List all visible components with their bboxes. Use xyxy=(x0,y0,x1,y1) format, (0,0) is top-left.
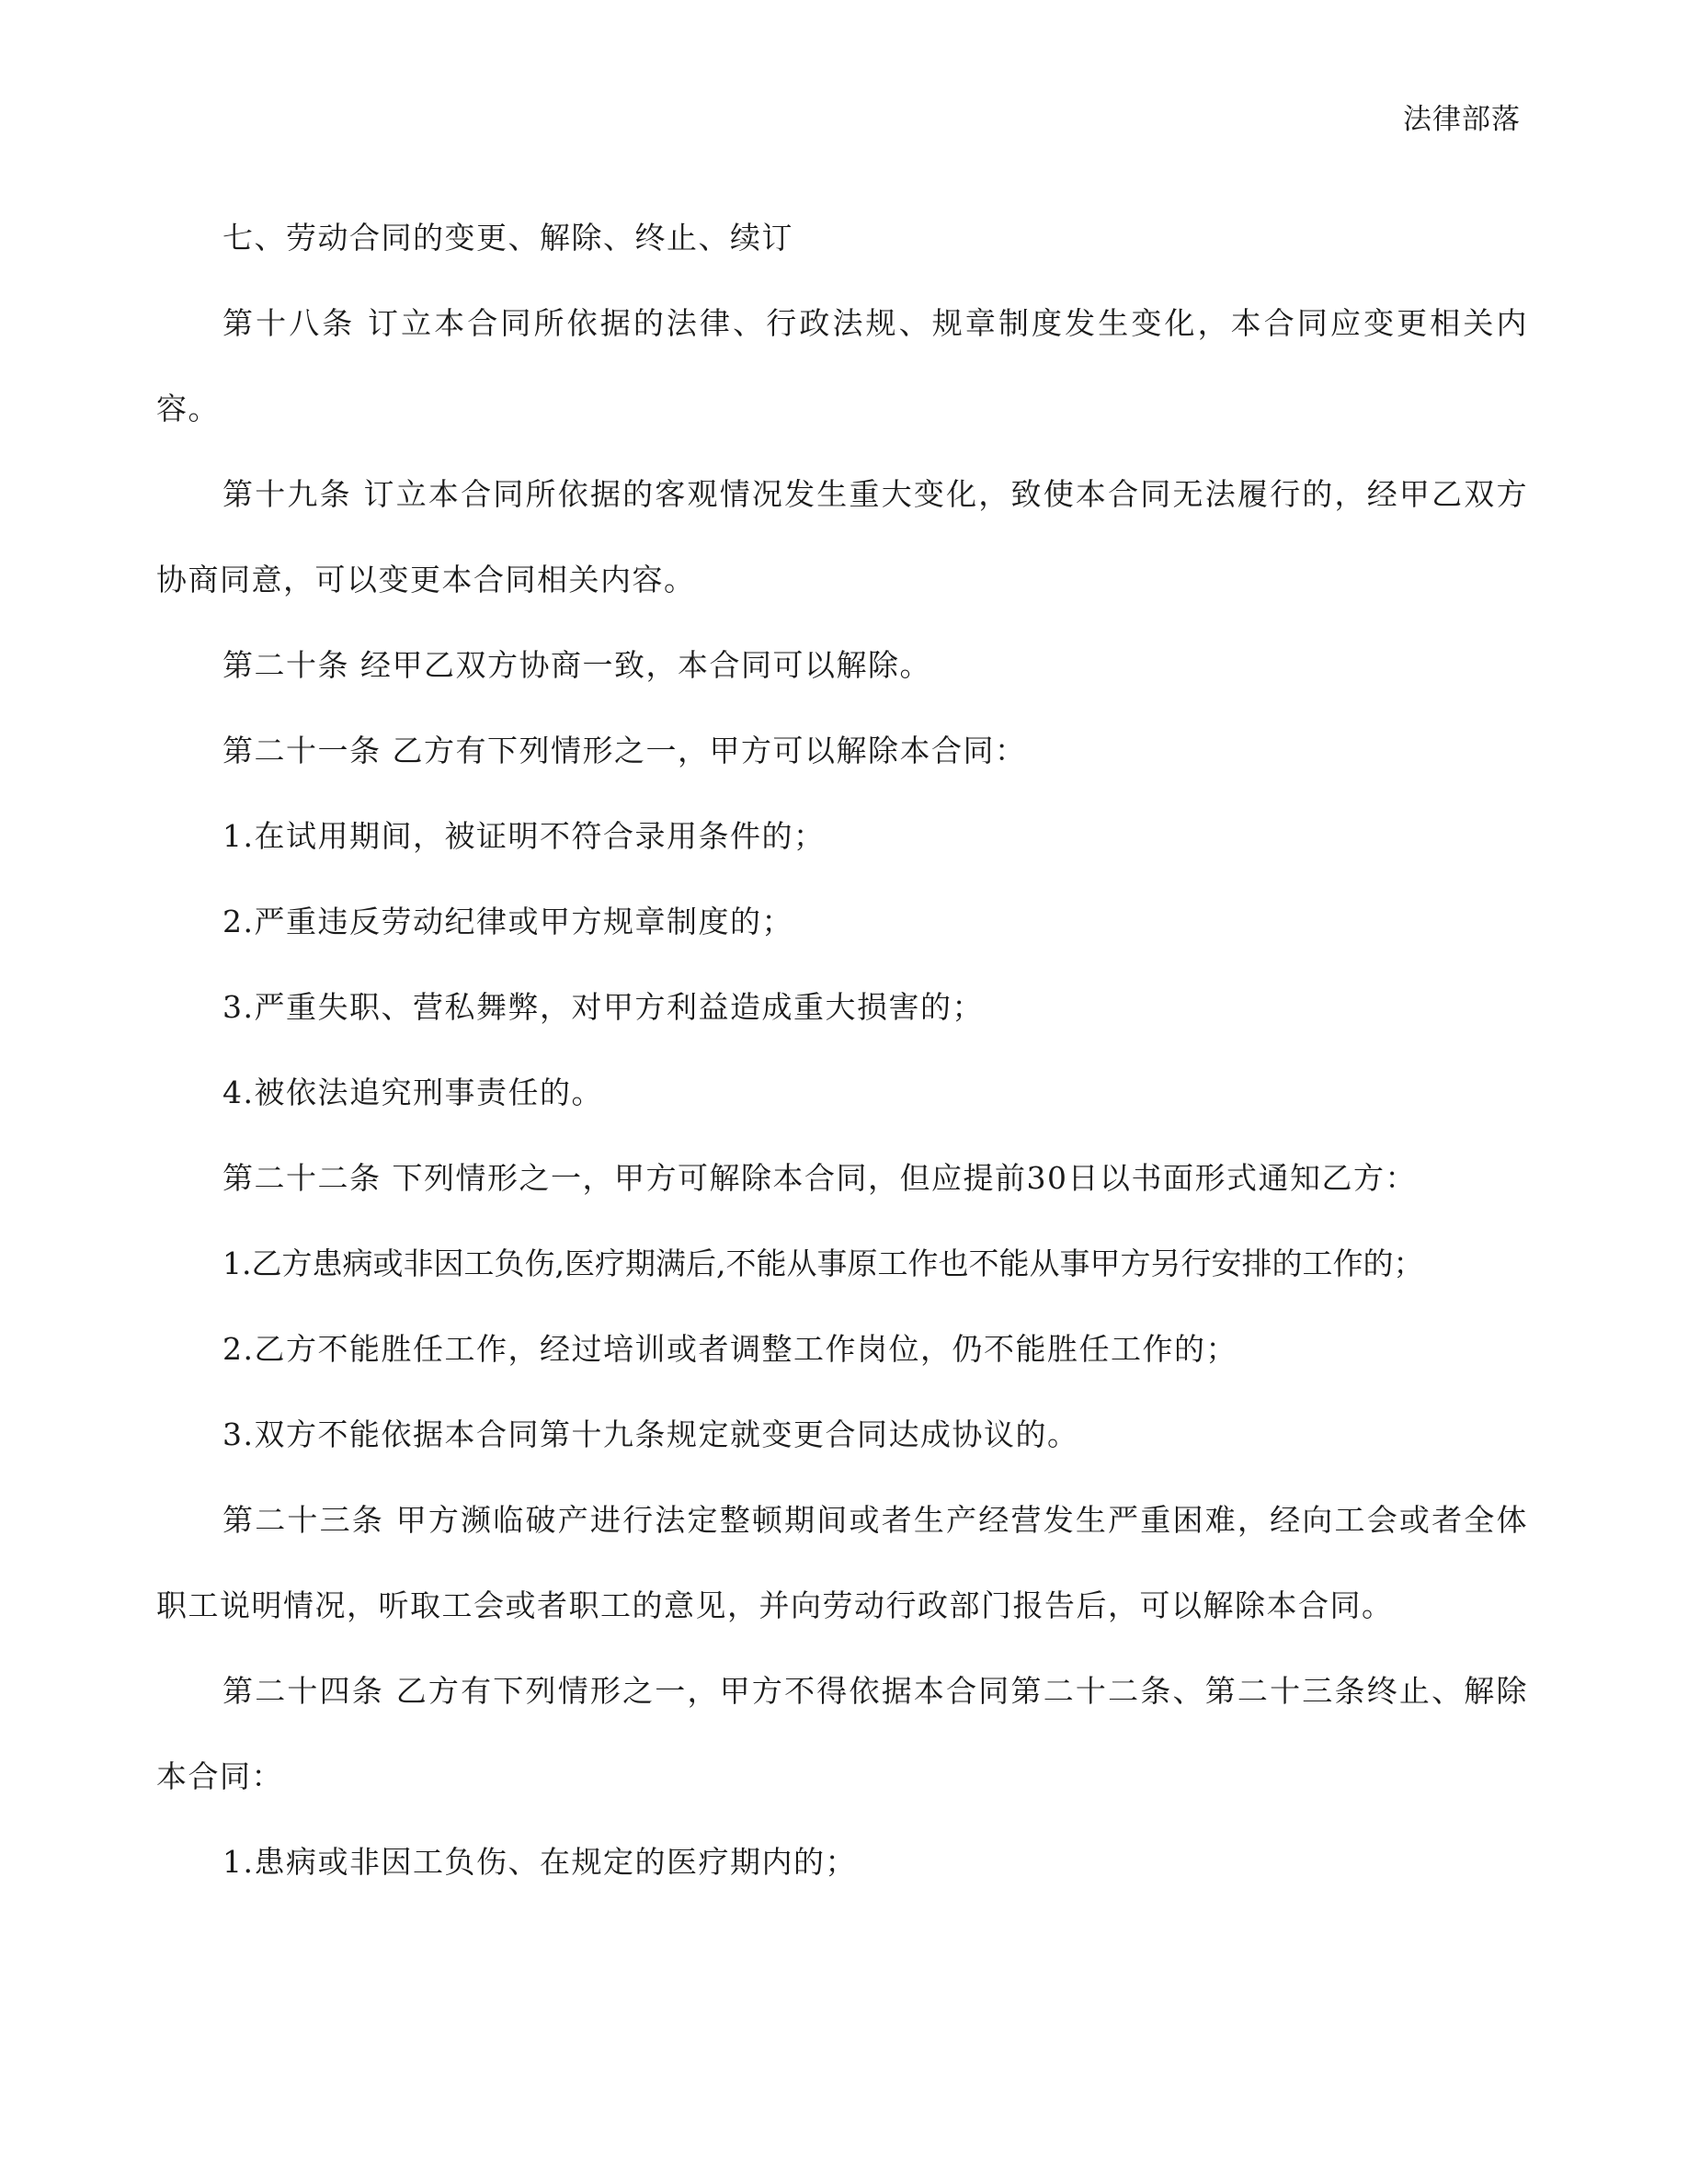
article-18: 第十八条 订立本合同所依据的法律、行政法规、规章制度发生变化，本合同应变更相关内容。 xyxy=(156,305,1528,427)
section-heading: 七、劳动合同的变更、解除、终止、续订 xyxy=(222,220,793,256)
article-24: 第二十四条 乙方有下列情形之一，甲方不得依据本合同第二十二条、第二十三条终止、解除本合同： xyxy=(156,1673,1528,1794)
article-22: 第二十二条 下列情形之一，甲方可解除本合同，但应提前30日以书面形式通知乙方： xyxy=(222,1160,1417,1196)
article-22-item-2: 2.乙方不能胜任工作，经过培训或者调整工作岗位，仍不能胜任工作的； xyxy=(222,1331,1237,1367)
article-21-item-4: 4.被依法追究刑事责任的。 xyxy=(222,1075,603,1110)
article-21: 第二十一条 乙方有下列情形之一，甲方可以解除本合同： xyxy=(222,733,1027,768)
article-21-item-1: 1.在试用期间，被证明不符合录用条件的； xyxy=(222,818,826,854)
article-22-item-1: 1.乙方患病或非因工负伤,医疗期满后,不能从事原工作也不能从事甲方另行安排的工作的； xyxy=(222,1246,1424,1281)
article-21-item-2: 2.严重违反劳动纪律或甲方规章制度的； xyxy=(222,904,793,939)
article-20: 第二十条 经甲乙双方协商一致，本合同可以解除。 xyxy=(222,647,931,683)
document-body xyxy=(156,195,1528,1905)
article-21-item-3: 3.严重失职、营私舞弊，对甲方利益造成重大损害的； xyxy=(222,989,984,1025)
article-23: 第二十三条 甲方濒临破产进行法定整顿期间或者生产经营发生严重困难，经向工会或者全体职工说明情况，听取工会或者职工的意见，并向劳动行政部门报告后，可以解除本合同。 xyxy=(156,1502,1528,1623)
article-22-item-3: 3.双方不能依据本合同第十九条规定就变更合同达成协议的。 xyxy=(222,1416,1079,1452)
article-19: 第十九条 订立本合同所依据的客观情况发生重大变化，致使本合同无法履行的，经甲乙双方协商同意，可以变更本合同相关内容。 xyxy=(156,476,1528,597)
header-site-name: 法律部落 xyxy=(1403,103,1521,136)
article-24-item-1: 1.患病或非因工负伤、在规定的医疗期内的； xyxy=(222,1844,857,1880)
